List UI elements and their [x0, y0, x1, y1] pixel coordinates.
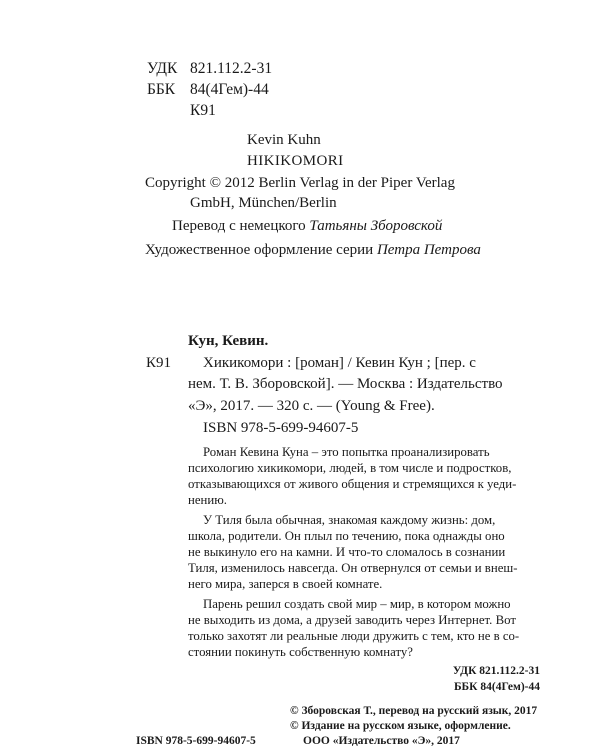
- bbk-label: ББК: [147, 81, 176, 98]
- annotation-p3-line-4: стоянии покинуть собственную комнату?: [188, 645, 413, 659]
- catalog-heading: Кун, Кевин.: [188, 333, 269, 349]
- author-mark-top: К91: [190, 102, 216, 119]
- design-credit: [145, 240, 481, 260]
- copyright-line-1: Copyright © 2012 Berlin Verlag in der Piper Verlag: [145, 175, 455, 191]
- catalog-author-mark: К91: [146, 355, 172, 371]
- translation-prefix: Перевод с немецкого: [172, 218, 310, 234]
- original-author: Kevin Kuhn: [247, 132, 321, 148]
- annotation-p3-line-2: не выходить из дома, а друзей заводить через Интернет. Вот: [188, 613, 516, 627]
- bbk-value: 84(4Гем)-44: [190, 81, 269, 98]
- annotation-p2-line-2: школа, родители. Он плыл по течению, пока однажды оно: [188, 529, 505, 543]
- udk-value: 821.112.2-31: [190, 60, 273, 77]
- design-prefix: Художественное оформление серии: [145, 242, 377, 258]
- designer-name: Петра Петрова: [376, 242, 481, 258]
- copyright-line-2: GmbH, München/Berlin: [190, 195, 337, 211]
- translation-credit: [172, 216, 442, 236]
- annotation-p2-line-3: не выкинуло его на камни. И что-то сломалось в сознании: [188, 545, 506, 559]
- catalog-line-3: «Э», 2017. — 320 с. — (Young & Free).: [188, 398, 435, 414]
- bottom-bbk: ББК 84(4Гем)-44: [453, 681, 540, 693]
- rights-line-3: ООО «Издательство «Э», 2017: [303, 735, 460, 747]
- annotation-p3-line-1: Парень решил создать свой мир – мир, в котором можно: [203, 597, 511, 611]
- annotation-p3-line-3: только захотят ли реальные люди дружить с тем, кто не в со-: [188, 629, 520, 643]
- rights-line-1: © Зборовская Т., перевод на русский язык, 2017: [290, 705, 538, 717]
- annotation-p1-line-1: Роман Кевина Куна – это попытка проанализировать: [203, 445, 490, 459]
- translator-name: Татьяны Зборовской: [309, 218, 443, 234]
- annotation-p1-line-2: психологию хикикомори, людей, в том числе и подростков,: [188, 461, 512, 475]
- catalog-line-1: Хикикомори : [роман] / Кевин Кун ; [пер. с: [203, 355, 476, 371]
- annotation-p2-line-4: Тиля, изменилось навсегда. Он отвернулся от семьи и внеш-: [188, 561, 518, 575]
- rights-line-2: © Издание на русском языке, оформление.: [290, 720, 511, 732]
- annotation-p1-line-4: нению.: [188, 493, 227, 507]
- original-title: HIKIKOMORI: [247, 153, 344, 169]
- udk-label: УДК: [147, 60, 178, 77]
- annotation-p2-line-5: него мира, заперся в своей комнате.: [188, 577, 383, 591]
- catalog-isbn: ISBN 978-5-699-94607-5: [203, 420, 359, 436]
- catalog-line-2: нем. Т. В. Зборовской]. — Москва : Издательство: [188, 376, 503, 392]
- annotation-p2-line-1: У Тиля была обычная, знакомая каждому жизнь: дом,: [203, 513, 496, 527]
- bottom-udk: УДК 821.112.2-31: [452, 665, 540, 677]
- annotation-p1-line-3: отказывающихся от живого общения и стремящихся к уеди-: [188, 477, 517, 491]
- rights-isbn: ISBN 978-5-699-94607-5: [136, 735, 256, 747]
